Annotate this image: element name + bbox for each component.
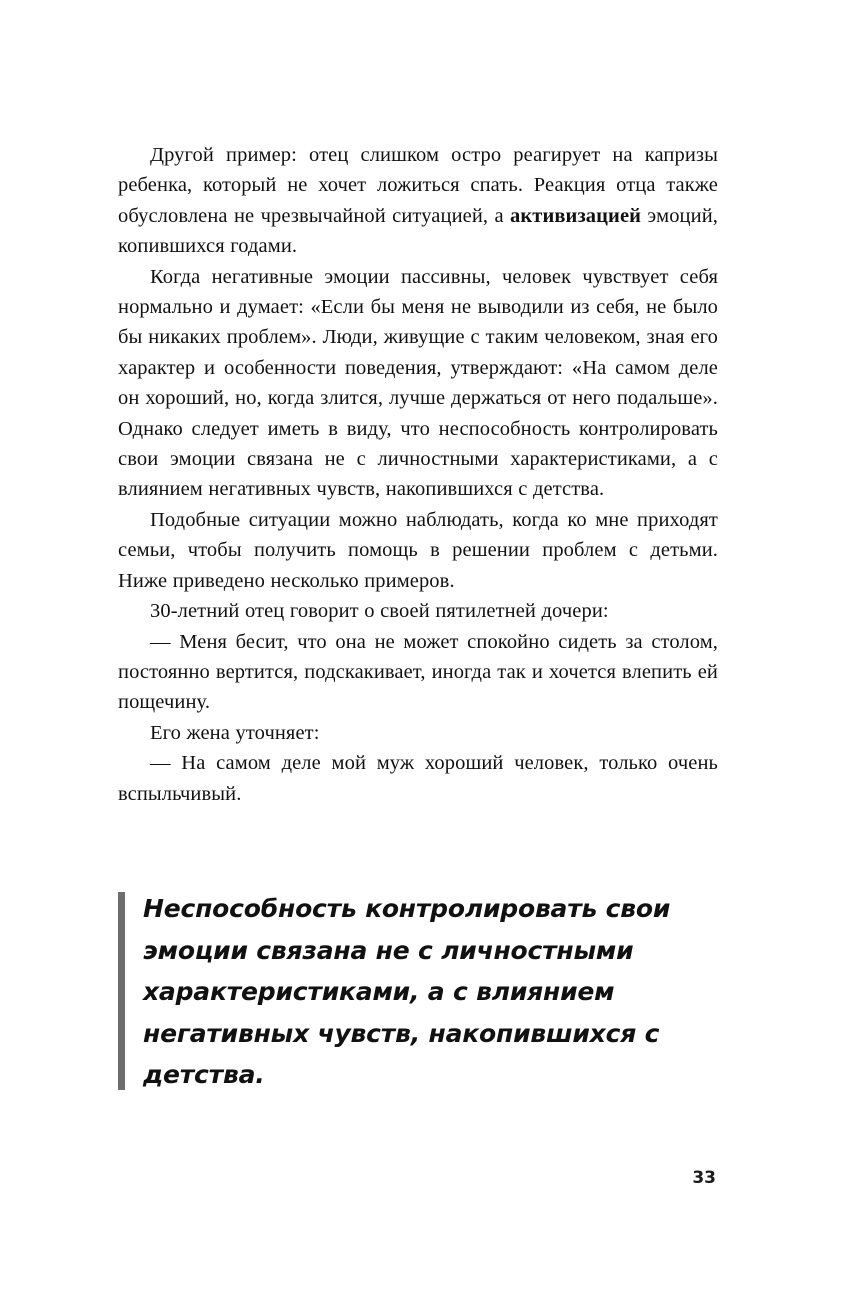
paragraph-1-part-1: Другой пример: отец слишком остро реагирует на капризы ребенка, который не хочет ложиться спать. Реакция отца также обусловлена не чрезвычайной ситуацией, а (118, 144, 718, 227)
paragraph-6: Его жена уточняет: (150, 721, 320, 744)
paragraph-2: Когда негативные эмоции пассивны, человек чувствует себя нормально и думает: «Если бы меня не выводили из себя, не было бы никаких проблем». Люди, живущие с таким человеком, зная его характер и особенности поведения, утверждают: «На самом деле он хороший, но, когда злится, лучше держаться от него подальше». Однако следует иметь в виду, что неспособность контролировать свои эмоции связана не с личностными характеристиками, а с влиянием негативных чувств, накопившихся с детства. (118, 265, 718, 501)
paragraph-5: — Меня бесит, что она не может спокойно сидеть за столом, постоянно вертится, подскакивает, иногда так и хочется влепить ей пощечину. (118, 630, 718, 714)
paragraph-7: — На самом деле мой муж хороший человек, только очень вспыльчивый. (118, 752, 718, 805)
paragraph-1-part-2: эмоций, копившихся годами. (118, 204, 718, 258)
paragraph-1-emphasis: активизацией (510, 204, 642, 227)
page-number: 33 (692, 1168, 716, 1188)
paragraph-1 (118, 140, 718, 262)
paragraph-4: 30-летний отец говорит о своей пятилетней дочери: (150, 600, 609, 623)
pull-quote (118, 888, 718, 1096)
paragraph-3: Подобные ситуации можно наблюдать, когда ко мне приходят семьи, чтобы получить помощь в решении проблем с детьми. Ниже приведено несколько примеров. (118, 508, 718, 592)
body-text-column (118, 140, 718, 809)
pull-quote-text: Неспособность контролировать свои эмоции связана не с личностными характеристиками, а с влиянием негативных чувств, накопившихся с детства. (143, 894, 671, 1089)
